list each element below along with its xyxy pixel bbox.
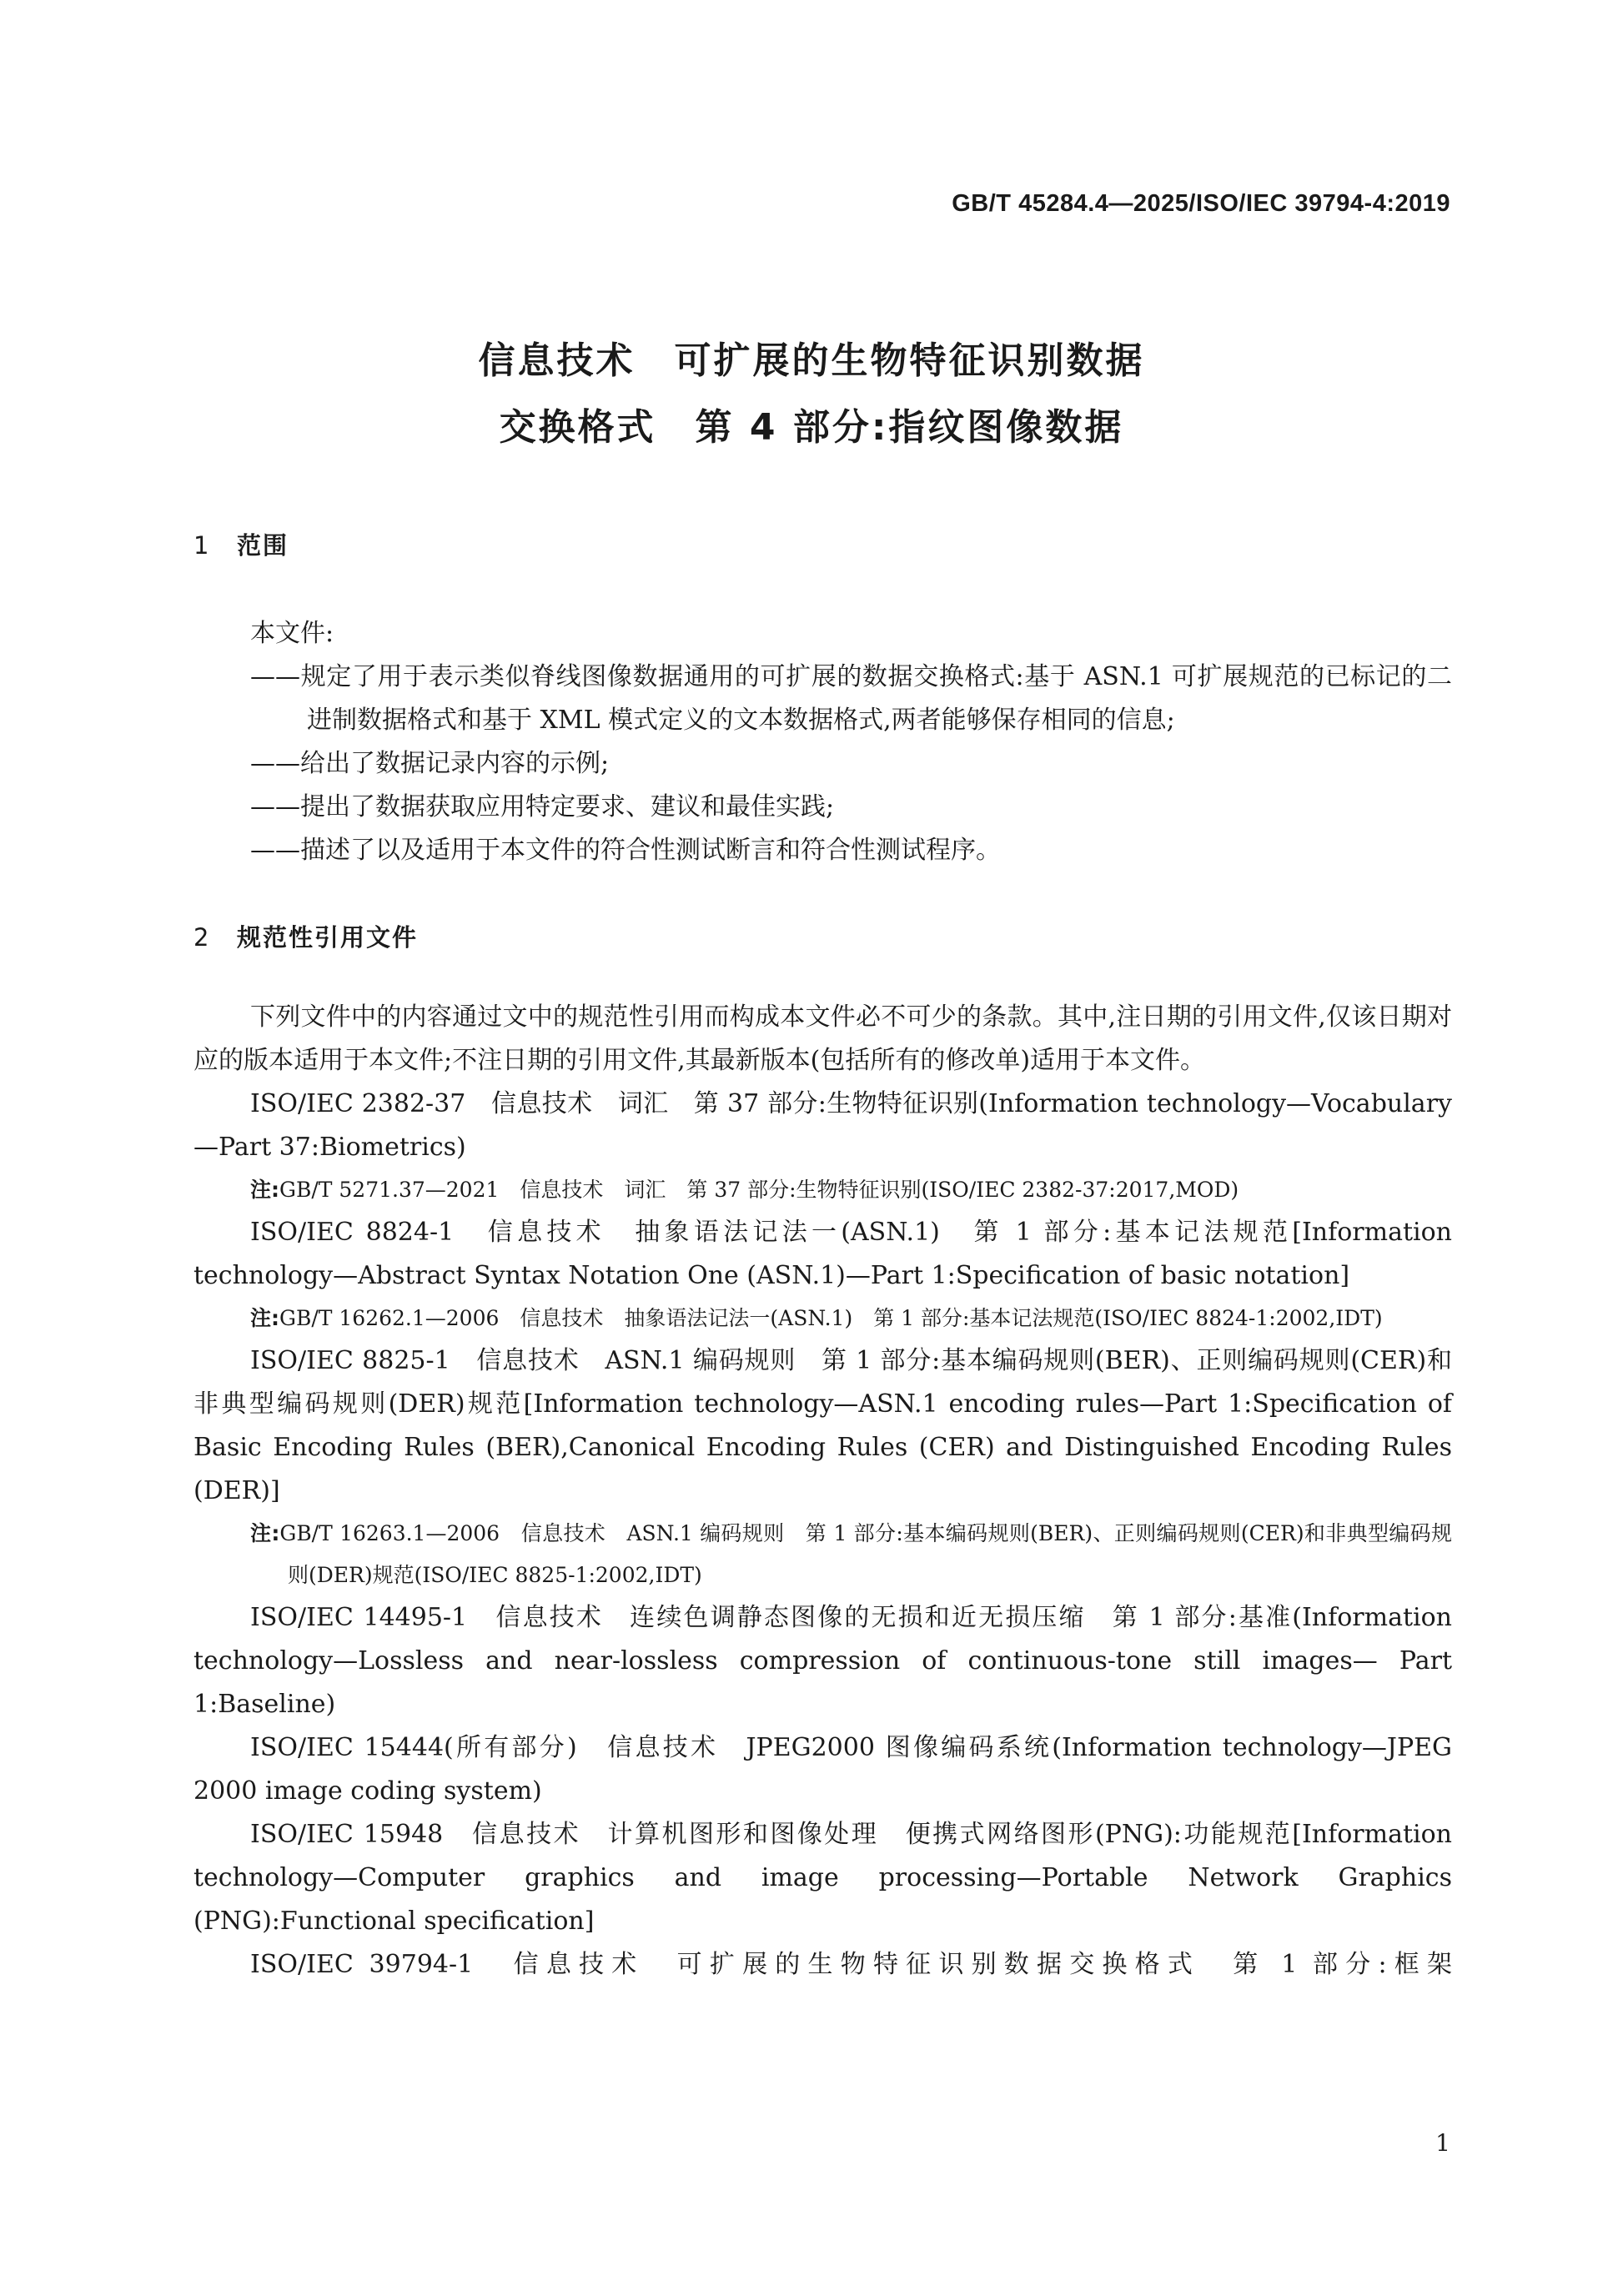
section-2-number: 2 bbox=[193, 923, 211, 952]
reference-note bbox=[193, 1169, 1452, 1211]
section-1-heading bbox=[193, 527, 289, 561]
standard-code: GB/T 45284.4—2025/ISO/IEC 39794-4:2019 bbox=[952, 190, 1450, 217]
scope-item-1: ——规定了用于表示类似脊线图像数据通用的可扩展的数据交换格式:基于 ASN.1 可扩展规范的已标记的二进制数据格式和基于 XML 模式定义的文本数据格式,两者能够保存相同的信息; bbox=[250, 662, 1452, 735]
document-title bbox=[0, 328, 1623, 461]
reference-iso-iec-8824-1: ISO/IEC 8824-1 信息技术 抽象语法记法一(ASN.1) 第 1 部分:基本记法规范[Information technology—Abstract Syntax Notation One (ASN.1)—Part 1:Specification of basic notation] bbox=[193, 1218, 1452, 1290]
note-text: GB/T 5271.37—2021 信息技术 词汇 第 37 部分:生物特征识别(ISO/IEC 2382-37:2017,MOD) bbox=[279, 1178, 1239, 1202]
scope-intro: 本文件: bbox=[250, 619, 334, 648]
section-2-body bbox=[193, 996, 1452, 1987]
section-1-title: 范围 bbox=[237, 531, 289, 560]
page-number: 1 bbox=[1435, 2129, 1450, 2157]
title-line-1: 信息技术 可扩展的生物特征识别数据 bbox=[478, 339, 1145, 382]
note-label: 注: bbox=[250, 1306, 279, 1330]
reference-iso-iec-15948: ISO/IEC 15948 信息技术 计算机图形和图像处理 便携式网络图形(PNG):功能规范[Information technology—Computer graphics and image processing—Portable Network Graphics (PNG):Functional specification] bbox=[193, 1820, 1452, 1936]
scope-item-4: ——描述了以及适用于本文件的符合性测试断言和符合性测试程序。 bbox=[250, 836, 1001, 865]
references-intro: 下列文件中的内容通过文中的规范性引用而构成本文件必不可少的条款。其中,注日期的引用文件,仅该日期对应的版本适用于本文件;不注日期的引用文件,其最新版本(包括所有的修改单)适用于本文件。 bbox=[193, 1002, 1452, 1075]
reference-iso-iec-14495-1: ISO/IEC 14495-1 信息技术 连续色调静态图像的无损和近无损压缩 第 1 部分:基准(Information technology—Lossless and near-lossless compression of continuous-tone still images— Part 1:Baseline) bbox=[193, 1603, 1452, 1719]
scope-item-2: ——给出了数据记录内容的示例; bbox=[250, 749, 610, 778]
note-label: 注: bbox=[250, 1178, 279, 1202]
section-1-number: 1 bbox=[193, 531, 211, 560]
reference-iso-iec-2382-37: ISO/IEC 2382-37 信息技术 词汇 第 37 部分:生物特征识别(Information technology—Vocabulary—Part 37:Biometrics) bbox=[193, 1089, 1452, 1162]
reference-note bbox=[193, 1298, 1452, 1339]
note-text: GB/T 16263.1—2006 信息技术 ASN.1 编码规则 第 1 部分:基本编码规则(BER)、正则编码规则(CER)和非典型编码规则(DER)规范(ISO/IEC 8825-1:2002,IDT) bbox=[279, 1521, 1452, 1587]
section-2-title: 规范性引用文件 bbox=[237, 923, 419, 952]
section-2-heading bbox=[193, 919, 418, 953]
reference-note bbox=[193, 1513, 1452, 1596]
section-1-body bbox=[193, 612, 1452, 872]
note-label: 注: bbox=[250, 1521, 280, 1545]
scope-item-3: ——提出了数据获取应用特定要求、建议和最佳实践; bbox=[250, 792, 835, 821]
note-text: GB/T 16262.1—2006 信息技术 抽象语法记法一(ASN.1) 第 1 部分:基本记法规范(ISO/IEC 8824-1:2002,IDT) bbox=[279, 1306, 1383, 1330]
reference-iso-iec-39794-1: ISO/IEC 39794-1 信息技术 可扩展的生物特征识别数据交换格式 第 1 部分:框架 bbox=[250, 1950, 1452, 1979]
reference-iso-iec-8825-1: ISO/IEC 8825-1 信息技术 ASN.1 编码规则 第 1 部分:基本编码规则(BER)、正则编码规则(CER)和非典型编码规则(DER)规范[Information technology—ASN.1 encoding rules—Part 1:Specification of Basic Encoding Rules (BER),Canonical Encoding Rules (CER) and Distinguished Encoding Rules (DER)] bbox=[193, 1346, 1452, 1505]
title-line-2: 交换格式 第 4 部分:指纹图像数据 bbox=[499, 406, 1124, 449]
reference-iso-iec-15444: ISO/IEC 15444(所有部分) 信息技术 JPEG2000 图像编码系统(Information technology—JPEG 2000 image coding system) bbox=[193, 1733, 1452, 1806]
